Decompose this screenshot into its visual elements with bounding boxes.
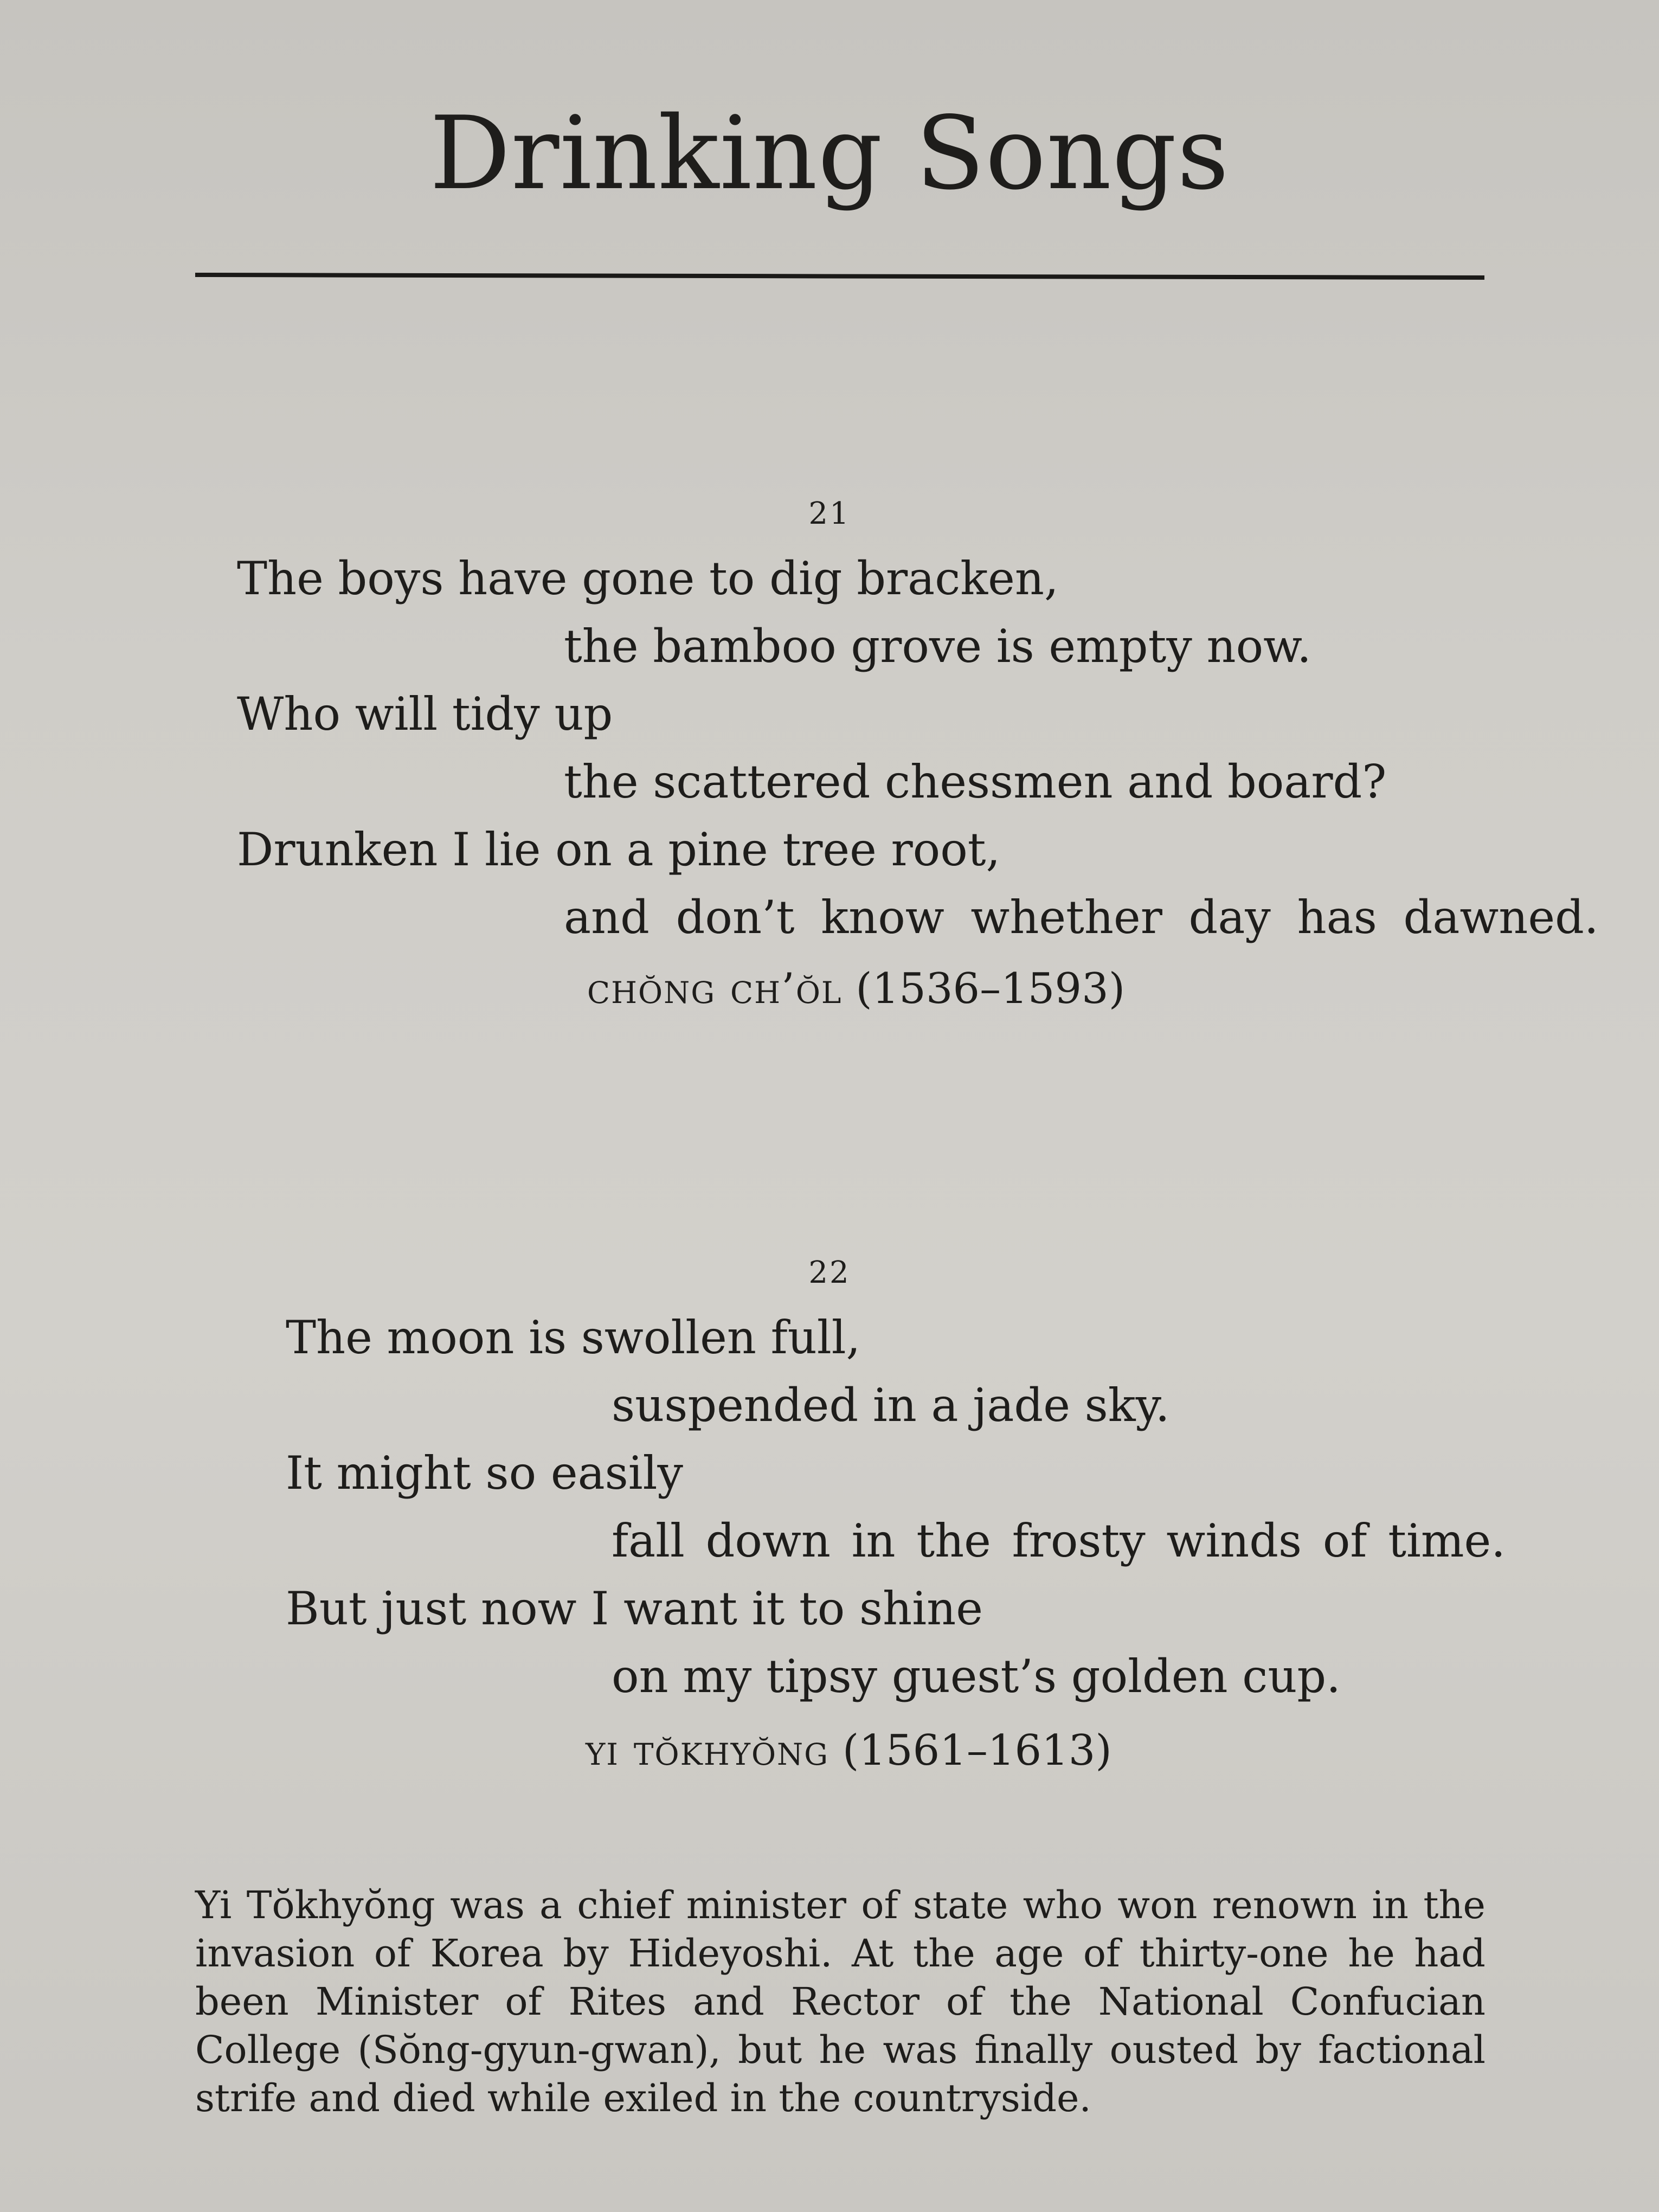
poem-line: Drunken I lie on a pine tree root, <box>237 823 1001 876</box>
poem-number: 22 <box>808 1255 851 1290</box>
author-dates: (1536–1593) <box>856 964 1126 1013</box>
poem-line: fall down in the frosty winds of time. <box>612 1514 1506 1567</box>
poem-line: It might so easily <box>286 1446 683 1500</box>
poem-line: on my tipsy guest’s golden cup. <box>612 1650 1341 1703</box>
poem-line: Who will tidy up <box>237 687 613 741</box>
poem-line: The moon is swollen full, <box>286 1311 861 1364</box>
poem-number: 21 <box>808 496 851 531</box>
poem-line: and don’t know whether day has dawned. <box>564 891 1599 944</box>
poem-line: the scattered chessmen and board? <box>564 755 1387 808</box>
poem-line: the bamboo grove is empty now. <box>564 620 1311 673</box>
author-dates: (1561–1613) <box>842 1726 1112 1775</box>
poem-line: But just now I want it to shine <box>286 1582 983 1635</box>
poem-line: The boys have gone to dig bracken, <box>237 552 1059 605</box>
poem-author <box>587 964 1126 1013</box>
author-name: chŏng ch’ŏl <box>587 964 843 1013</box>
poem-line: suspended in a jade sky. <box>612 1379 1170 1432</box>
commentary-note: Yi Tŏkhyŏng was a chief minister of state who won renown in the invasion of Korea by Hideyoshi. At the age of thirty-one he had been Minister of Rites and Rector of the National Confucian College (Sŏng-gyun-gwan), but he was finally ousted by factional strife and died while exiled in the countryside. <box>195 1883 1486 2120</box>
page-title: Drinking Songs <box>429 94 1230 212</box>
poem-author <box>586 1726 1112 1775</box>
title-rule <box>195 273 1484 280</box>
author-name: yi tŏkhyŏng <box>586 1726 829 1775</box>
